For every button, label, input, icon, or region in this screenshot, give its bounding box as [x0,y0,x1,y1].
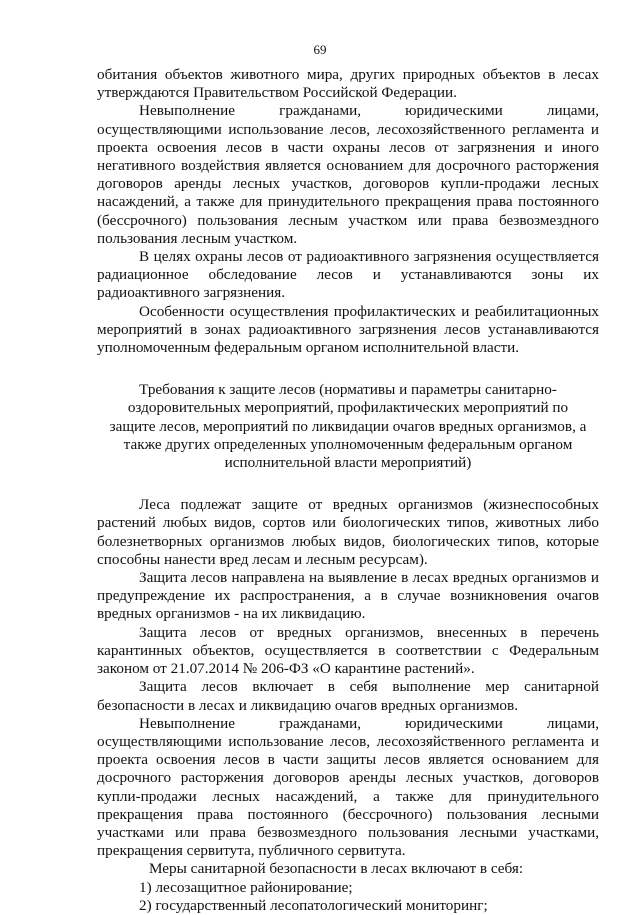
paragraph: Особенности осуществления профилактических и реабилитационных мероприятий в зонах радиоактивного загрязнения лесов устанавливаются уполномоченным федеральным органом исполнительной власти. [97,302,599,357]
paragraph: Защита лесов от вредных организмов, внесенных в перечень карантинных объектов, осуществляется в соответствии с Федеральным законом от 21.07.2014 № 206-ФЗ «О карантине растений». [97,623,599,678]
paragraph: Невыполнение гражданами, юридическими лицами, осуществляющими использование лесов, лесохозяйственного регламента и проекта освоения лесов в части охраны лесов от загрязнения и иного негативного воздействия является основанием для досрочного расторжения договоров аренды лесных участков, договоров купли-продажи лесных насаждений, а также для принудительного прекращения права постоянного (бессрочного) пользования лесным участком или права безвозмездного пользования лесным участком. [97,102,599,247]
measures-list [97,879,599,915]
paragraph: обитания объектов животного мира, других природных объектов в лесах утверждаются Правительством Российской Федерации. [97,66,599,102]
paragraph: Защита лесов включает в себя выполнение мер санитарной безопасности в лесах и ликвидацию очагов вредных организмов. [97,678,599,714]
measures-intro: Меры санитарной безопасности в лесах включают в себя: [149,860,524,878]
document-body [97,66,599,915]
paragraph: Леса подлежат защите от вредных организмов (жизнеспособных растений любых видов, сортов или биологических типов, животных либо болезнетворных организмов любых видов, биологических типов, которые способны нанести вред лесам и лесным ресурсам). [97,496,599,568]
page-number: 69 [313,42,327,57]
list-item: 1) лесозащитное районирование; [139,878,353,896]
paragraph: Защита лесов направлена на выявление в лесах вредных организмов и предупреждение их распространения, а в случае возникновения очагов вредных организмов - на их ликвидацию. [97,569,599,623]
paragraph: Невыполнение гражданами, юридическими лицами, осуществляющими использование лесов, лесохозяйственного регламента и проекта освоения лесов в части защиты лесов является основанием для досрочного расторжения договоров аренды лесных участков, договоров купли-продажи лесных насаждений, а также для принудительного прекращения права постоянного (бессрочного) пользования лесными участками или права безвозмездного пользования лесными участками, прекращения сервитута, публичного сервитута. [97,714,599,860]
paragraph: В целях охраны лесов от радиоактивного загрязнения осуществляется радиационное обследование лесов и устанавливаются зоны их радиоактивного загрязнения. [97,248,599,302]
section-heading: Требования к защите лесов (нормативы и параметры санитарно-оздоровительных мероприятий, профилактических мероприятий по защите лесов, мероприятий по ликвидации очагов вредных организмов, а также других определенных уполномоченным федеральным органом исполнительной власти мероприятий) [109,381,587,472]
list-item: 2) государственный лесопатологический мониторинг; [139,896,488,914]
